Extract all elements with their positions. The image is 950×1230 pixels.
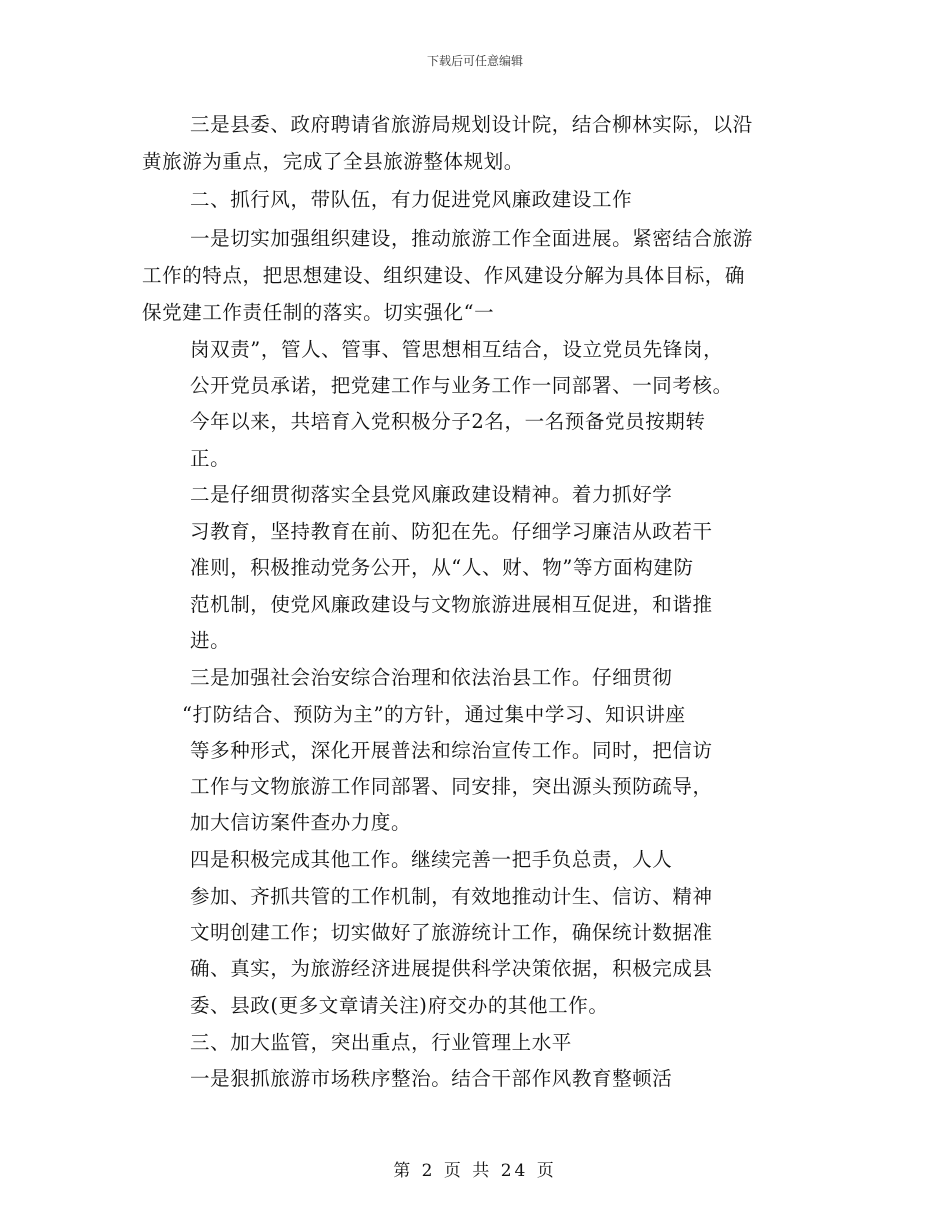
page-number-footer: 第 2 页 共 24 页	[393, 1161, 557, 1181]
body-line: 参加、齐抓共管的工作机制，有效地推动计生、信访、精神	[190, 885, 713, 908]
page-header: 下载后可任意编辑	[426, 54, 523, 68]
body-line: 文明创建工作；切实做好了旅游统计工作，确保统计数据准	[190, 921, 713, 944]
body-line: 正。	[190, 447, 231, 470]
body-line: 二是仔细贯彻落实全县党风廉政建设精神。着力抓好学	[190, 483, 673, 506]
body-line: 准则，积极推动党务公开，从“人、财、物”等方面构建防	[190, 556, 694, 579]
body-line: 今年以来，共培育入党积极分子2名，一名预备党员按期转	[190, 410, 706, 433]
body-line: 工作的特点，把思想建设、组织建设、作风建设分解为具体目标，确	[142, 264, 746, 287]
body-line: 等多种形式，深化开展普法和综治宣传工作。同时，把信访	[190, 739, 713, 762]
body-line: 进。	[190, 629, 231, 652]
body-line: 确、真实，为旅游经济进展提供科学决策依据，积极完成县	[190, 957, 713, 980]
body-line: 一是切实加强组织建设，推动旅游工作全面进展。紧密结合旅游	[190, 227, 753, 250]
body-line: 四是积极完成其他工作。继续完善一把手负总责，人人	[190, 848, 673, 871]
body-line: 保党建工作责任制的落实。切实强化“一	[142, 301, 495, 324]
body-line: 三是县委、政府聘请省旅游局规划设计院，结合柳林实际，以沿	[190, 113, 753, 136]
body-line: 范机制，使党风廉政建设与文物旅游进展相互促进，和谐推	[190, 593, 713, 616]
body-line: 公开党员承诺，把党建工作与业务工作一同部署、一同考核。	[190, 374, 733, 397]
body-line: “打防结合、预防为主”的方针，通过集中学习、知识讲座	[182, 703, 686, 726]
body-line: 黄旅游为重点，完成了全县旅游整体规划。	[142, 150, 524, 173]
body-line: 工作与文物旅游工作同部署、同安排，突出源头预防疏导，	[190, 775, 713, 798]
body-line: 加大信访案件查办力度。	[190, 811, 412, 834]
body-line: 委、县政(更多文章请关注)府交办的其他工作。	[190, 994, 609, 1017]
body-line: 习教育，坚持教育在前、防犯在先。仔细学习廉洁从政若干	[190, 520, 713, 543]
section-heading: 二、抓行风，带队伍，有力促进党风廉政建设工作	[190, 188, 633, 211]
body-line: 岗双责”，管人、管事、管思想相互结合，设立党员先锋岗，	[190, 338, 724, 361]
body-line: 三是加强社会治安综合治理和依法治县工作。仔细贯彻	[190, 666, 673, 689]
body-line: 一是狠抓旅游市场秩序整治。结合干部作风教育整顿活	[190, 1067, 673, 1090]
section-heading: 三、加大监管，突出重点，行业管理上水平	[190, 1031, 572, 1054]
